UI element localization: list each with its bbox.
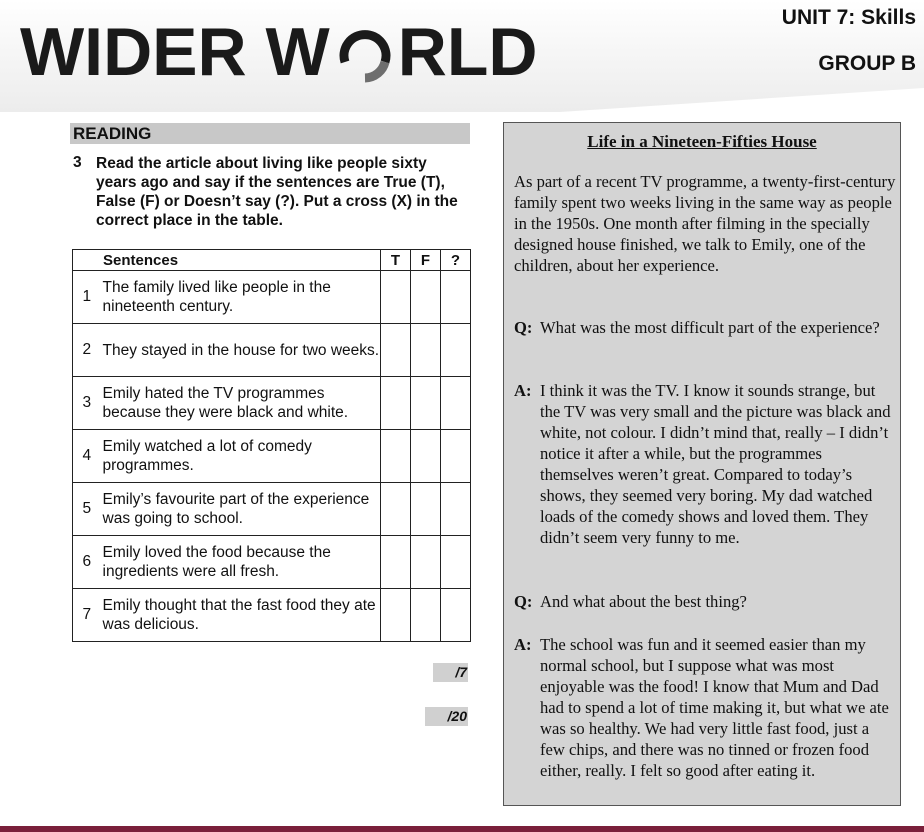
logo-text-right: RLD — [397, 14, 538, 90]
answer-cell-false[interactable] — [411, 483, 441, 536]
question-block — [514, 317, 898, 338]
answer-cell-doesnt-say[interactable] — [441, 483, 471, 536]
row-number: 4 — [73, 430, 101, 483]
answer-cell-true[interactable] — [381, 589, 411, 642]
answer-cell-true[interactable] — [381, 483, 411, 536]
row-sentence: Emily watched a lot of comedy programmes. — [101, 430, 381, 483]
article-intro: As part of a recent TV programme, a twenty-first-century family spent two weeks living in the same way as people in the 1950s. One month after filming in the specially designed house finished, we talk to Emily, one of the children, about her experience. — [514, 172, 896, 275]
answer-cell-false[interactable] — [411, 271, 441, 324]
exercise-instructions: Read the article about living like people sixty years ago and say if the sentences are True (T), False (F) or Doesn’t say (?). Put a cross (X) in the correct place in the table. — [96, 155, 458, 229]
row-number: 3 — [73, 377, 101, 430]
header-sentences: Sentences — [73, 250, 381, 271]
answer-block — [514, 380, 898, 548]
row-sentence: Emily hated the TV programmes because they were black and white. — [101, 377, 381, 430]
header-true: T — [381, 250, 411, 271]
exercise-number: 3 — [73, 154, 82, 171]
row-sentence: Emily loved the food because the ingredients were all fresh. — [101, 536, 381, 589]
answer-cell-doesnt-say[interactable] — [441, 324, 471, 377]
answer-cell-false[interactable] — [411, 536, 441, 589]
row-sentence: They stayed in the house for two weeks. — [101, 324, 381, 377]
table-row — [73, 377, 471, 430]
header-doesnt-say: ? — [441, 250, 471, 271]
answer-block — [514, 634, 898, 781]
section-bar-reading — [70, 123, 470, 144]
question-label: Q: — [514, 592, 533, 611]
answer-label: A: — [514, 381, 532, 400]
answer-cell-doesnt-say[interactable] — [441, 377, 471, 430]
answer-cell-doesnt-say[interactable] — [441, 536, 471, 589]
answer-cell-true[interactable] — [381, 271, 411, 324]
answer-cell-doesnt-say[interactable] — [441, 589, 471, 642]
answer-cell-false[interactable] — [411, 324, 441, 377]
row-sentence: The family lived like people in the nineteenth century. — [101, 271, 381, 324]
question-label: Q: — [514, 318, 533, 337]
answer-cell-true[interactable] — [381, 324, 411, 377]
row-sentence: Emily’s favourite part of the experience was going to school. — [101, 483, 381, 536]
bottom-rule — [0, 826, 924, 832]
table-row — [73, 483, 471, 536]
article-box — [503, 122, 901, 806]
group-title: GROUP B — [818, 52, 916, 75]
score-total-label: /20 — [447, 708, 467, 724]
section-title: READING — [73, 124, 152, 143]
answer-text: I think it was the TV. I know it sounds strange, but the TV was very small and the picture was black and white, not colour. I didn’t mind that, really – I didn’t notice it after a while, but the programmes themselves weren’t great. Compared to today’s shows, they seemed very boring. My dad watched loads of the comedy shows and loved them. They didn’t seem very funny to me. — [540, 381, 891, 547]
answer-cell-true[interactable] — [381, 536, 411, 589]
logo-o-ring-icon — [336, 12, 394, 92]
question-block — [514, 591, 898, 612]
table-row — [73, 324, 471, 377]
answer-cell-true[interactable] — [381, 377, 411, 430]
score-total-box[interactable] — [425, 707, 468, 726]
row-number: 1 — [73, 271, 101, 324]
answer-cell-doesnt-say[interactable] — [441, 271, 471, 324]
article-title: Life in a Nineteen-Fifties House — [587, 132, 817, 151]
header-false: F — [411, 250, 441, 271]
table-row — [73, 536, 471, 589]
row-sentence: Emily thought that the fast food they ate was delicious. — [101, 589, 381, 642]
wider-world-logo — [20, 12, 537, 92]
sentences-table — [72, 249, 471, 642]
table-row — [73, 430, 471, 483]
answer-cell-false[interactable] — [411, 377, 441, 430]
logo-text-left: WIDER W — [20, 14, 330, 90]
answer-cell-true[interactable] — [381, 430, 411, 483]
answer-cell-false[interactable] — [411, 430, 441, 483]
table-row — [73, 589, 471, 642]
row-number: 5 — [73, 483, 101, 536]
unit-title: UNIT 7: Skills — [781, 6, 916, 29]
question-text: What was the most difficult part of the experience? — [540, 318, 880, 337]
score-exercise-label: /7 — [455, 664, 467, 680]
answer-cell-doesnt-say[interactable] — [441, 430, 471, 483]
table-row — [73, 271, 471, 324]
score-exercise-box[interactable] — [433, 663, 468, 682]
row-number: 2 — [73, 324, 101, 377]
row-number: 7 — [73, 589, 101, 642]
table-header-row — [73, 250, 471, 271]
answer-label: A: — [514, 635, 532, 654]
row-number: 6 — [73, 536, 101, 589]
answer-text: The school was fun and it seemed easier than my normal school, but I suppose what was most enjoyable was the food! I know that Mum and Dad had to spend a lot of time making it, but what we ate was so healthy. We had very little fast food, just a few chips, and there was no tinned or frozen food either, really. I felt so good after eating it. — [540, 635, 889, 780]
question-text: And what about the best thing? — [540, 592, 747, 611]
answer-cell-false[interactable] — [411, 589, 441, 642]
